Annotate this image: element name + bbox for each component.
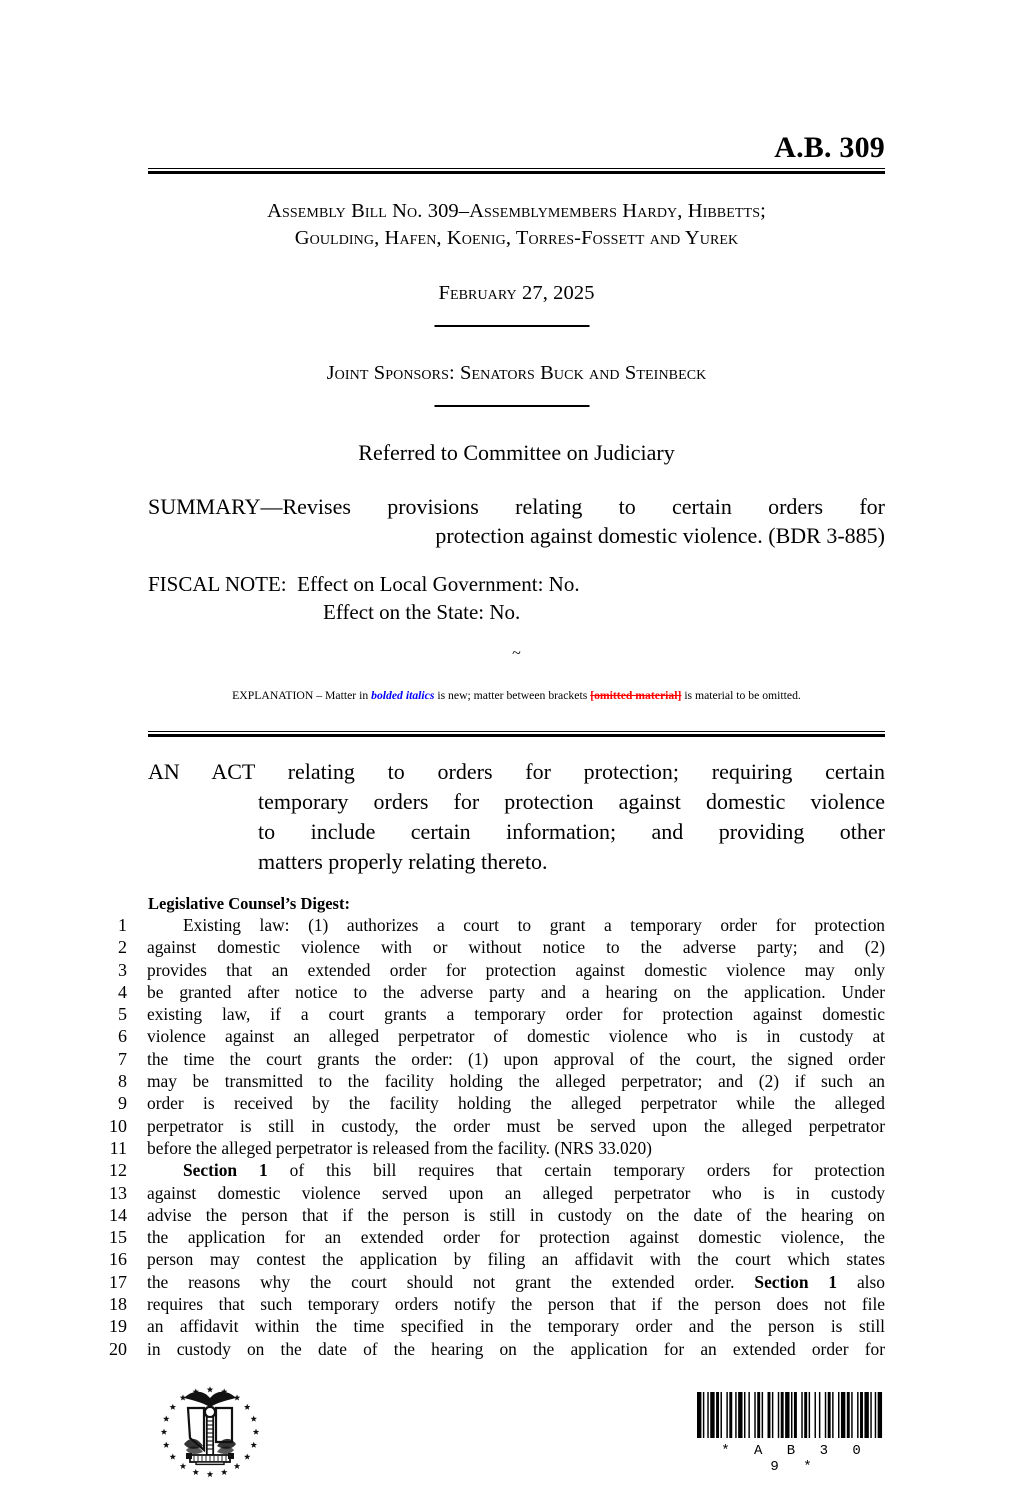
fiscal-note-block: [148, 571, 885, 626]
digest-line-number: 5: [118, 1004, 127, 1025]
digest-line-text: perpetrator is still in custody, the order must be served upon the alleged perpetrator: [147, 1115, 885, 1136]
separator-rule-2: [435, 405, 590, 407]
digest-line-number: 9: [118, 1093, 127, 1114]
bill-date: February 27, 2025: [438, 282, 595, 304]
digest-line: [95, 916, 885, 938]
digest-heading: Legislative Counsel’s Digest:: [148, 894, 350, 913]
section-reference: Section 1: [183, 1160, 268, 1181]
bill-number: A.B. 309: [774, 131, 885, 164]
digest-line-text: the time the court grants the order: (1) upon approval of the court, the signed order: [147, 1048, 885, 1069]
digest-line: [95, 1295, 885, 1317]
digest-line-number: 6: [118, 1026, 127, 1047]
sponsors-block: [148, 198, 885, 252]
rule-thick-line: [148, 734, 885, 737]
digest-line-text: against domestic violence served upon an alleged perpetrator who is in custody: [147, 1182, 885, 1203]
digest-line-text: against domestic violence with or without notice to the adverse party; and (2): [147, 937, 885, 958]
digest-line-number: 19: [109, 1316, 127, 1337]
digest-line-number: 18: [109, 1294, 127, 1315]
digest-line: [95, 1273, 885, 1295]
explanation-suffix: is material to be omitted.: [681, 689, 801, 702]
summary-text-1: Revises provisions relating to certain orders for: [282, 494, 885, 519]
act-title-line-3: to include certain information; and providing other: [258, 818, 885, 844]
digest-line-text: in custody on the date of the hearing on the application for an extended order for: [147, 1338, 885, 1359]
digest-line: [95, 1072, 885, 1094]
digest-line-number: 4: [118, 981, 127, 1002]
act-title-line-1: AN ACT relating to orders for protection; requiring certain: [148, 759, 885, 784]
separator-rule-1: [435, 325, 590, 327]
digest-line-text: the application for an extended order for protection against domestic violence, the: [147, 1227, 885, 1248]
digest-line-text: provides that an extended order for protection against domestic violence may only: [147, 959, 885, 980]
digest-body: [95, 916, 885, 1362]
digest-line-text: advise the person that if the person is still in custody on the date of the hearing on: [147, 1204, 885, 1225]
digest-line-text: before the alleged perpetrator is released from the facility. (NRS 33.020): [147, 1137, 652, 1158]
explanation-middle: is new; matter between brackets: [434, 689, 591, 702]
digest-line-number: 2: [118, 937, 127, 958]
digest-line: [95, 1161, 885, 1183]
digest-line: [95, 1206, 885, 1228]
explanation-new-matter: bolded italics: [371, 689, 435, 702]
explanation-omitted-matter: [omitted material]: [590, 689, 682, 702]
summary-block: [148, 492, 885, 551]
digest-line: [95, 1340, 885, 1362]
digest-line-text: an affidavit within the time specified in the temporary order and the person is still: [147, 1316, 885, 1337]
act-title-line-2: temporary orders for protection against domestic violence: [258, 788, 885, 814]
summary-line-2: protection against domestic violence. (BDR 3-885): [435, 523, 885, 549]
digest-line-text: order is received by the facility holding the alleged perpetrator while the alleged: [147, 1093, 885, 1114]
digest-line: [95, 938, 885, 960]
digest-line-text: be granted after notice to the adverse party and a hearing on the application. Under: [147, 981, 885, 1002]
fiscal-note-local: Effect on Local Government: No.: [297, 572, 580, 596]
act-title-line-4: matters properly relating thereto.: [258, 848, 548, 874]
digest-line: [95, 1117, 885, 1139]
digest-line-text: the reasons why the court should not grant the extended order. Section 1 also: [147, 1271, 885, 1292]
digest-line-text: requires that such temporary orders notify the person that if the person does not file: [147, 1294, 885, 1315]
digest-line-number: 1: [118, 915, 127, 935]
barcode-bars: [697, 1392, 885, 1438]
explanation-note: [148, 688, 885, 703]
digest-line-text: existing law, if a court grants a temporary order for protection against domestic: [147, 1004, 885, 1025]
digest-line: [95, 1228, 885, 1250]
digest-line-number: 16: [109, 1249, 127, 1270]
digest-line: [95, 1184, 885, 1206]
digest-line: [95, 1317, 885, 1339]
digest-line: [95, 1005, 885, 1027]
section-reference: Section 1: [754, 1271, 838, 1292]
act-double-rule: [148, 731, 885, 737]
explanation-prefix: EXPLANATION – Matter in: [232, 689, 372, 702]
digest-line: [95, 983, 885, 1005]
digest-line: [95, 1050, 885, 1072]
digest-line-number: 20: [109, 1338, 127, 1359]
joint-sponsors: Joint Sponsors: Senators Buck and Steinbeck: [326, 362, 707, 384]
digest-line-number: 15: [109, 1227, 127, 1248]
rule-thick-line: [148, 171, 885, 174]
digest-line: [95, 961, 885, 983]
fiscal-note-label: FISCAL NOTE:: [148, 572, 287, 596]
digest-line-number: 3: [118, 959, 127, 980]
digest-line-number: 10: [109, 1115, 127, 1136]
barcode: [697, 1392, 885, 1475]
digest-line: [95, 1027, 885, 1049]
digest-line-number: 13: [109, 1182, 127, 1203]
fiscal-note-line-1: [148, 571, 885, 599]
act-title-block: [148, 757, 885, 877]
digest-line-number: 14: [109, 1204, 127, 1225]
fiscal-note-state: Effect on the State: No.: [323, 599, 521, 624]
sponsors-line-1: Assembly Bill No. 309–Assemblymembers Hardy, Hibbetts;: [267, 200, 766, 222]
summary-label: SUMMARY—: [148, 494, 283, 519]
tilde-separator: ~: [512, 645, 521, 662]
digest-line-number: 17: [109, 1271, 127, 1292]
sponsors-line-2: Goulding, Hafen, Koenig, Torres-Fossett and Yurek: [294, 227, 739, 250]
digest-line: [95, 1250, 885, 1272]
digest-line-text: Section 1 of this bill requires that certain temporary orders for protection: [183, 1160, 885, 1181]
digest-line: [95, 1139, 885, 1161]
digest-line: [95, 1094, 885, 1116]
digest-line-number: 7: [118, 1048, 127, 1069]
nevada-state-seal-emblem: [148, 1382, 273, 1492]
header-double-rule: [148, 168, 885, 174]
digest-line-number: 12: [109, 1160, 127, 1181]
barcode-text: * A B 3 0 9 *: [721, 1443, 869, 1475]
digest-line-number: 8: [118, 1071, 127, 1092]
digest-line-text: violence against an alleged perpetrator of domestic violence who is in custody at: [147, 1026, 885, 1047]
digest-line-number: 11: [109, 1137, 127, 1158]
digest-line-text: Existing law: (1) authorizes a court to grant a temporary order for protection: [183, 915, 885, 935]
digest-line-text: person may contest the application by filing an affidavit with the court which states: [147, 1249, 885, 1270]
summary-line-1: [148, 492, 885, 521]
referred-to-committee: Referred to Committee on Judiciary: [358, 440, 675, 465]
digest-line-text: may be transmitted to the facility holding the alleged perpetrator; and (2) if such an: [147, 1071, 885, 1092]
